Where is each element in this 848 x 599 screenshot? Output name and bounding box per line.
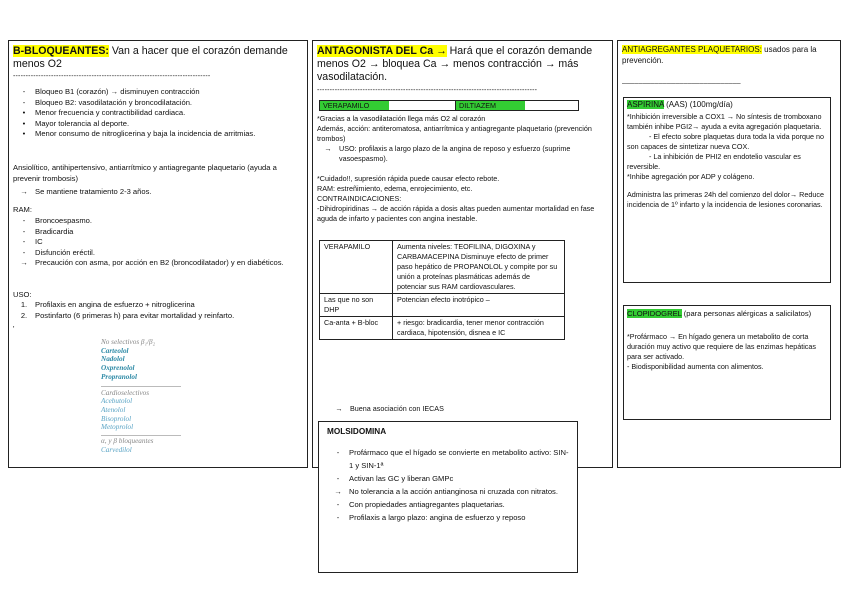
text-line: - Biodisponibilidad aumenta con alimentos. [627, 362, 764, 371]
list-marker: - [336, 500, 340, 509]
ieca-note [328, 404, 588, 414]
table-row [320, 241, 565, 294]
list-item [13, 300, 303, 311]
aspirina-dose: (AAS) (100mg/día) [663, 100, 733, 109]
drug-name: Carteolol [101, 346, 129, 355]
list-marker: - [336, 474, 340, 483]
list-marker: - [22, 226, 26, 236]
list-marker: • [22, 118, 26, 128]
list-text: Bradicardia [35, 226, 74, 236]
drug-group-heading: No selectivos β₁/β₂ [101, 338, 156, 346]
molsidomina-title: MOLSIDOMINA [327, 427, 387, 436]
list-marker: 2. [20, 310, 28, 320]
uso-note [317, 144, 609, 164]
list-text: Profilaxis a largo plazo: angina de esfuerzo y reposo [349, 513, 526, 522]
list-text: Profármaco que el hígado se convierte en metabolito activo: SIN-1 y SIN-1ª [349, 448, 569, 470]
beta-blocker-drug-table [101, 338, 221, 454]
molsidomina-box [318, 421, 578, 573]
list-text: Activan las GC y liberan GMPc [349, 474, 454, 483]
clopidogrel-note: (para personas alérgicas a salicilatos) [681, 309, 812, 318]
heading-antagonista-ca [317, 45, 609, 84]
table-cell: Las que no son DHP [320, 294, 393, 317]
list-marker: → [334, 487, 342, 496]
column-beta-blockers [8, 40, 308, 468]
column-antiplatelets [617, 40, 841, 468]
list-marker: - [22, 216, 26, 225]
heading-highlight: B-BLOQUEANTES: [13, 45, 109, 57]
drug-group-heading: α, y β bloqueantes [101, 437, 154, 446]
ram-list [13, 216, 303, 269]
list-text: Broncoespasmo. [35, 216, 92, 225]
list-marker: - [336, 513, 340, 522]
arrow-icon: → [324, 144, 332, 153]
table-row [320, 317, 565, 340]
list-text: Con propiedades antiagregantes plaquetarias. [349, 500, 505, 509]
list-text: IC [35, 237, 43, 246]
list-marker: • [22, 108, 26, 117]
list-marker: - [22, 247, 26, 257]
tag-diltiazem: DILTIAZEM [455, 101, 525, 110]
clopidogrel-box [623, 305, 831, 420]
list-item [13, 237, 303, 248]
table-cell: VERAPAMILO [320, 241, 393, 294]
text-line: *Inhibición irreversible a COX1 → No síntesis de tromboxano también inhibe PGI2→ ayuda a evita agregación plaquetaria. [627, 112, 822, 131]
effects-list [13, 87, 303, 140]
heading-highlight: ANTIAGREGANTES PLAQUETARIOS: [622, 45, 762, 54]
list-item [13, 227, 303, 238]
drug-name: Carvedilol [101, 445, 132, 454]
table-row [320, 294, 565, 317]
heading-highlight: ANTAGONISTA DEL Ca → [317, 45, 447, 57]
interactions-table [319, 240, 565, 340]
drug-name: Propranolol [101, 372, 137, 381]
table-cell: Ca-anta + B-bloc [320, 317, 393, 340]
list-item [13, 311, 303, 322]
list-marker: - [22, 97, 26, 107]
uso-label: USO: [13, 290, 32, 299]
ieca-text: Buena asociación con IECAS [350, 404, 444, 413]
text-line: *Cuidado!!, supresión rápida puede causar efecto rebote. [317, 174, 500, 183]
list-item [13, 216, 303, 227]
text-line: CONTRAINDICACIONES: [317, 194, 402, 203]
table-cell: Aumenta niveles: TEOFILINA, DIGOXINA y CARBAMACEPINA Disminuye efecto de primer paso hepático de PROPANOLOL y compite por su unión a proteínas plasmáticas además de potenciar sus RAM cardiovasculares. [393, 241, 565, 294]
list-marker: • [22, 129, 26, 138]
warnings-text [317, 174, 609, 224]
text-line: - La inhibición de PHI2 en endotelio vascular es reversible. [627, 152, 801, 171]
heading-text: Hará que el corazón demande menos O2 → bloquea Ca → menos contracción → más vasodilatación. [317, 45, 593, 83]
aspirina-highlight: ASPIRINA [627, 100, 664, 109]
list-marker: - [22, 237, 26, 246]
clopidogrel-heading [627, 309, 827, 320]
text-line: *Profármaco → En hígado genera un metabolito de corta duración muy activo que requiere de las enzimas hepáticas para ser activado. [627, 332, 816, 361]
list-marker: → [20, 258, 28, 267]
list-text: Bloqueo B1 (corazón) → disminuyen contracción [35, 87, 200, 96]
arrow-icon: → [335, 404, 343, 413]
list-text: Menor consumo de nitroglicerina y baja la incidencia de arritmias. [35, 129, 256, 138]
uso-text: USO: profilaxis a largo plazo de la angina de reposo y esfuerzo (suprime vasoespasmo). [339, 144, 571, 163]
drug-name: Bisoprolol [101, 414, 132, 423]
drug-group-heading: Cardioselectivos [101, 388, 150, 397]
drug-name: Oxprenolol [101, 364, 135, 373]
drug-name: Nadolol [101, 355, 125, 364]
separator: ------------------------------------------------------------------------------ [13, 73, 211, 80]
text-line: *Inhibe agregación por ADP y colágeno. [627, 172, 755, 181]
stray-mark: ' [13, 324, 15, 333]
text-line: - El efecto sobre plaquetas dura toda la vida porque no son capaces de sintetizar nueva COX. [627, 132, 825, 151]
drug-name: Acebutolol [101, 397, 133, 406]
list-item [327, 472, 571, 485]
heading-text: usados para la prevención. [622, 45, 817, 65]
list-item [13, 108, 303, 119]
aspirina-heading [627, 100, 827, 111]
list-text: Mayor tolerancia al deporte. [35, 118, 130, 128]
list-marker: 1. [20, 300, 28, 309]
list-text: Profilaxis en angina de esfuerzo + nitroglicerina [35, 300, 195, 309]
table-cell: Potencian efecto inotrópico – [393, 294, 565, 317]
divider [101, 386, 181, 387]
heading-text: Van a hacer que el corazón demande menos O2 [13, 45, 288, 70]
text-line: *Gracias a la vasodilatación llega más O2 al corazón [317, 114, 486, 123]
table-cell: + riesgo: bradicardia, tener menor contracción cardiaca, hipotensión, disnea e IC [393, 317, 565, 340]
list-item [13, 248, 303, 259]
list-text: Menor frecuencia y contractibilidad cardiaca. [35, 108, 186, 117]
spacer [389, 101, 455, 110]
antis-paragraph: Ansiolítico, antihipertensivo, antiarrítmico y antiagregante plaquetario (ayuda a prevenir trombosis) [13, 163, 277, 183]
arrow-icon: → [20, 187, 28, 196]
separator: _____________________________ [622, 77, 741, 84]
aspirina-text [627, 112, 829, 210]
list-text: Precaución con asma, por acción en B2 (broncodilatador) y en diabéticos. [35, 258, 284, 267]
list-text: No tolerancia a la acción antianginosa ni cruzada con nitratos. [349, 487, 558, 496]
list-text: Postinfarto (6 primeras h) para evitar mortalidad y reinfarto. [35, 310, 235, 320]
list-item [327, 511, 571, 524]
text-line: RAM: estreñimiento, edema, enrojecimiento, etc. [317, 184, 473, 193]
molsidomina-list [327, 446, 571, 524]
tag-verapamilo: VERAPAMILO [320, 101, 389, 110]
text-line: Administra las primeras 24h del comienzo del dolor→ Reduce incidencia de 1º infarto y la incidencia de lesiones coronarias. [627, 190, 824, 209]
heading-antiagregantes [622, 45, 836, 66]
arrow-note-text: Se mantiene tratamiento 2-3 años. [35, 187, 152, 196]
text-line: Además, acción: antiteromatosa, antiarrítmica y antiagregante plaquetario (prevención trombos) [317, 124, 592, 143]
list-item [13, 98, 303, 109]
clopidogrel-highlight: CLOPIDOGREL [627, 309, 682, 318]
list-text: Disfunción eréctil. [35, 247, 95, 257]
ram-label: RAM: [13, 205, 32, 214]
list-item [13, 119, 303, 130]
list-text: Bloqueo B2: vasodilatación y broncodilatación. [35, 97, 193, 107]
list-item [327, 446, 571, 472]
separator: --------------------------------------------------------------------------------------- [317, 87, 538, 94]
list-item [327, 498, 571, 511]
mechanism-text [317, 114, 609, 144]
list-item [13, 87, 303, 98]
arrow-note [13, 187, 303, 198]
list-item [13, 129, 303, 140]
drug-name: Atenolol [101, 405, 126, 414]
clopidogrel-text [627, 332, 829, 372]
divider [101, 435, 181, 436]
list-item [13, 258, 303, 269]
heading-b-bloqueantes [13, 45, 303, 71]
aspirina-box [623, 97, 831, 283]
list-marker: - [336, 448, 340, 457]
list-item [327, 485, 571, 498]
text-line: -Dihidropiridinas → de acción rápida a dosis altas pueden aumentar mortalidad en fase aguda de infarto y pacientes con angina inestable. [317, 204, 595, 223]
drug-tags [319, 100, 579, 111]
drug-name: Metoprolol [101, 423, 134, 432]
list-marker: - [22, 87, 26, 96]
uso-list [13, 300, 303, 321]
